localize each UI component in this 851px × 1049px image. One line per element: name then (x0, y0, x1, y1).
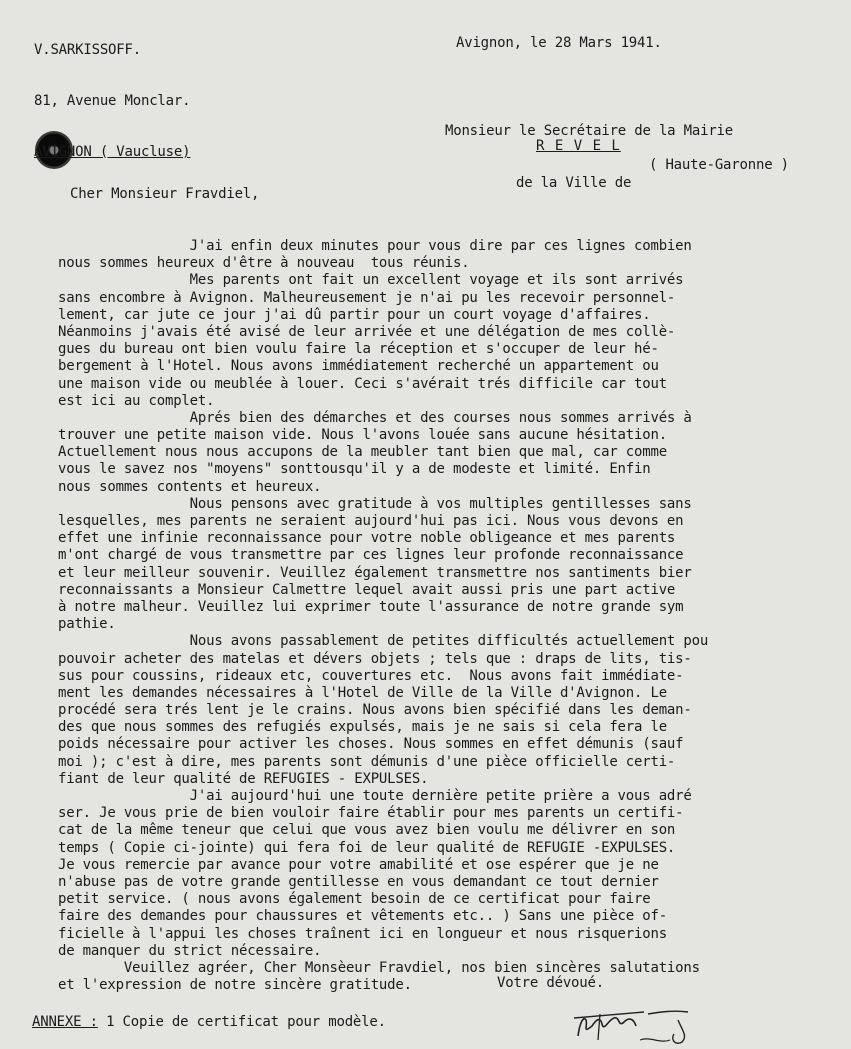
body-line: faire des demandes pour chaussures et vêtements etc.. ) Sans une pièce of- (58, 908, 667, 925)
body-line: nous sommes heureux d'être à nouveau tous réunis. (58, 255, 470, 272)
body-line: Nous avons passablement de petites difficultés actuellement pou (58, 633, 709, 650)
sender-street: 81, Avenue Monclar. (34, 93, 191, 109)
body-line: Néanmoins j'avais été avisé de leur arrivée et une délégation de mes collè- (58, 323, 676, 340)
sender-block (34, 8, 190, 195)
recipient-line2: de la Ville de (516, 175, 632, 191)
body-line: de manquer du strict nécessaire. (58, 942, 322, 959)
sender-name: V.SARKISSOFF. (34, 42, 141, 58)
body-line: des que nous sommes des refugiés expulsés, mais je ne sais si cela fera le (58, 719, 667, 736)
body-line: m'ont chargé de vous transmettre par ces lignes leur profonde reconnaissance (58, 547, 684, 564)
closing: Votre dévoué. (497, 975, 604, 991)
body-line: ment les demandes nécessaires à l'Hotel de Ville de la Ville d'Avignon. Le (58, 684, 667, 701)
body-line: Nous pensons avec gratitude à vos multiples gentillesses sans (58, 495, 692, 512)
body-line: petit service. ( nous avons également besoin de ce certificat pour faire (58, 891, 651, 908)
body-line: moi ); c'est à dire, mes parents sont démunis d'une pièce officielle certi- (58, 753, 676, 770)
body-line: lesquelles, mes parents ne seraient aujourd'hui pas ici. Nous vous devons en (58, 513, 684, 529)
body-line: gues du bureau ont bien voulu faire la réception et s'occuper de leur hé- (58, 341, 659, 358)
body-line: n'abuse pas de votre grande gentillesse en vous demandant ce tout dernier (58, 873, 659, 890)
body-line: trouver une petite maison vide. Nous l'avons louée sans aucune hésitation. (58, 427, 667, 444)
body-line: Veuillez agréer, Cher Monsèeur Fravdiel, nos bien sincères salutations (58, 959, 700, 976)
body-line: reconnaissants a Monsieur Calmettre lequel avait aussi pris une part active (58, 581, 676, 598)
body-line: Mes parents ont fait un excellent voyage et ils sont arrivés (58, 272, 684, 289)
body-line: et l'expression de notre sincère gratitude. (58, 977, 412, 994)
annexe-label: ANNEXE : (32, 1014, 98, 1030)
body-line: Actuellement nous nous accupons de la meubler tant bien que mal, car comme (58, 444, 667, 461)
letter-body (58, 238, 838, 994)
body-line: temps ( Copie ci-jointe) qui fera foi de leur qualité de REFUGIE -EXPULSES. (58, 839, 676, 856)
body-line: effet une infinie reconnaissance pour votre noble obligeance et mes parents (58, 530, 676, 547)
salutation: Cher Monsieur Fravdiel, (70, 186, 260, 202)
handwritten-signature (570, 1006, 710, 1049)
recipient-line1: Monsieur le Secrétaire de la Mairie (445, 123, 734, 139)
body-line: une maison vide ou meublée à louer. Ceci s'avérait trés difficile car tout (58, 375, 667, 392)
body-line: Aprés bien des démarches et des courses nous sommes arrivés à (58, 409, 692, 426)
body-line: pouvoir acheter des matelas et dévers objets ; tels que : draps de lits, tis- (58, 650, 692, 667)
body-line: et leur meilleur souvenir. Veuillez également transmettre nos santiments bier (58, 564, 692, 581)
recipient-region: ( Haute-Garonne ) (649, 157, 789, 173)
body-line: ficielle à l'appui les choses traînent ici en longueur et nous risquerions (58, 925, 667, 942)
body-line: Je vous remercie par avance pour votre amabilité et ose espérer que je ne (58, 856, 659, 873)
annexe-text: 1 Copie de certificat pour modèle. (97, 1014, 386, 1030)
body-line: sans encombre à Avignon. Malheureusement je n'ai pu les recevoir personnel- (58, 289, 676, 306)
body-line: nous sommes contents et heureux. (58, 478, 322, 495)
body-line: procédé sera trés lent je le crains. Nous avons bien spécifié dans les deman- (58, 702, 692, 719)
recipient-town: R E V E L (536, 138, 621, 154)
body-line: pathie. (58, 616, 116, 633)
annexe-line (32, 1014, 386, 1031)
body-line: ser. Je vous prie de bien vouloir faire établir pour mes parents un certifi- (58, 805, 684, 822)
letter-date: Avignon, le 28 Mars 1941. (456, 35, 662, 51)
body-line: vous le savez nos "moyens" sonttousqu'il y a de modeste et limité. Enfin (58, 461, 651, 478)
body-line: sus pour coussins, rideaux etc, couvertures etc. Nous avons fait immédiate- (58, 667, 684, 684)
sender-city: AVIGNON ( Vaucluse) (34, 144, 191, 160)
body-line: lement, car jute ce jour j'ai dû partir pour un court voyage d'affaires. (58, 306, 651, 323)
body-line: poids nécessaire pour activer les choses. Nous sommes en effet démunis (sauf (58, 736, 684, 753)
body-line: est ici au complet. (58, 392, 215, 409)
body-line: bergement à l'Hotel. Nous avons immédiatement recherché un appartement ou (58, 358, 659, 375)
body-line: fiant de leur qualité de REFUGIES - EXPULSES. (58, 770, 429, 787)
body-line: à notre malheur. Veuillez lui exprimer toute l'assurance de notre grande sym (58, 598, 684, 615)
body-line: J'ai aujourd'hui une toute dernière petite prière a vous adré (58, 788, 692, 804)
body-line: cat de la même teneur que celui que vous avez bien voulu me délivrer en son (58, 822, 676, 839)
body-line: J'ai enfin deux minutes pour vous dire par ces lignes combien (58, 238, 692, 254)
